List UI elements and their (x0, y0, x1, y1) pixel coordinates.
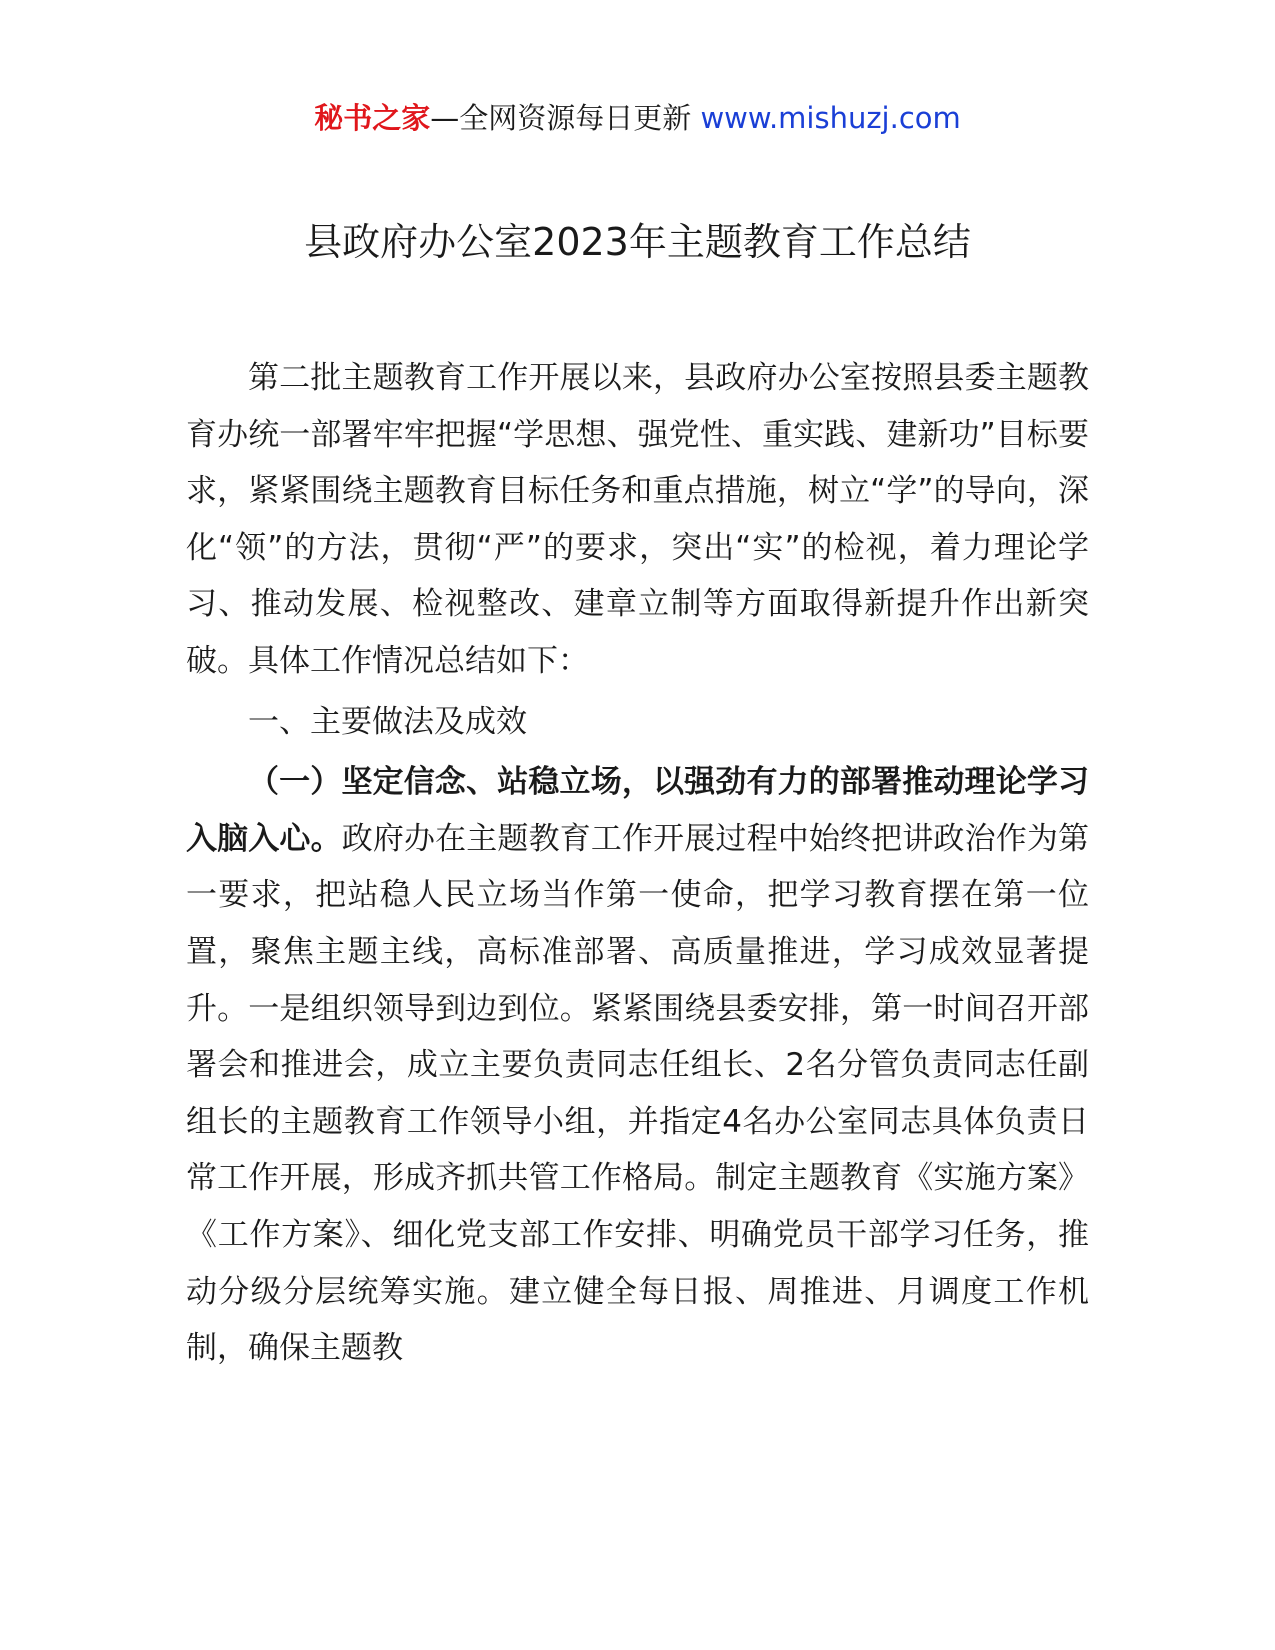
intro-paragraph: 第二批主题教育工作开展以来，县政府办公室按照县委主题教育办统一部署牢牢把握“学思想、强党性、重实践、建新功”目标要求，紧紧围绕主题教育目标任务和重点措施，树立“学”的导向，深化“领”的方法，贯彻“严”的要求，突出“实”的检视，着力理论学习、推动发展、检视整改、建章立制等方面取得新提升作出新突破。具体工作情况总结如下： (186, 360, 1089, 679)
site-url-link[interactable]: www.mishuzj.com (700, 101, 961, 135)
subsection-paragraph-1 (186, 754, 1089, 1377)
subsection-heading-1: （一）坚定信念、站稳立场，以强劲有力的部署推动理论学习入脑入心。 (186, 764, 1089, 857)
subsection-body-1: 政府办在主题教育工作开展过程中始终把讲政治作为第一要求，把站稳人民立场当作第一使命，把学习教育摆在第一位置，聚焦主题主线，高标准部署、高质量推进，学习成效显著提升。一是组织领导到边到位。紧紧围绕县委安排，第一时间召开部署会和推进会，成立主要负责同志任组长、2名分管负责同志任副组长的主题教育工作领导小组，并指定4名办公室同志具体负责日常工作开展，形成齐抓共管工作格局。制定主题教育《实施方案》《工作方案》、细化党支部工作安排、明确党员干部学习任务，推动分级分层统筹实施。建立健全每日报、周推进、月调度工作机制，确保主题教 (186, 820, 1090, 1367)
brand-name: 秘书之家 (314, 101, 431, 135)
document-title: 县政府办公室2023年主题教育工作总结 (304, 220, 971, 264)
section-heading-1: 一、主要做法及成效 (248, 703, 527, 740)
document-body (186, 350, 1089, 1377)
site-banner (0, 96, 1275, 140)
banner-slogan: —全网资源每日更新 (430, 101, 701, 135)
